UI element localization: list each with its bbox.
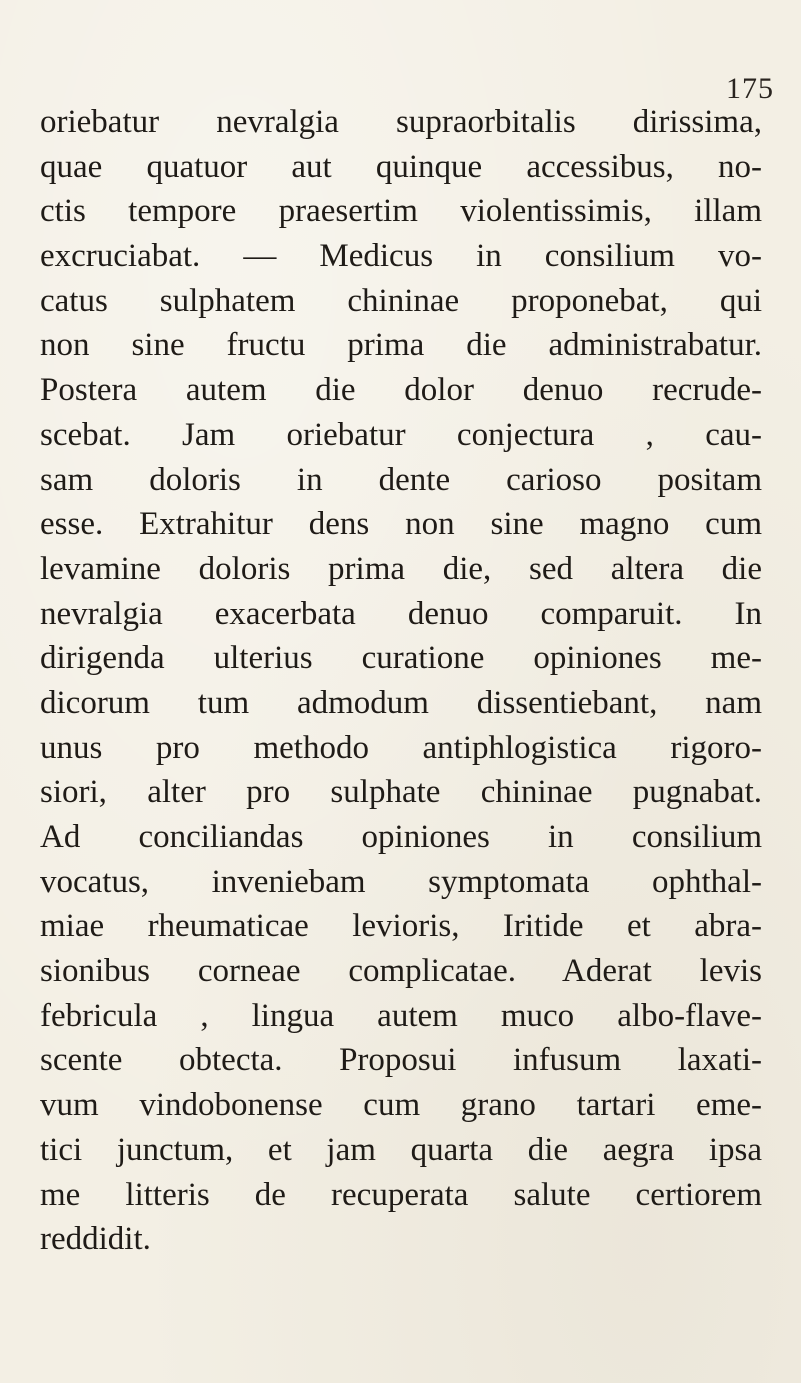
text-line: esse. Extrahitur dens non sine magno cum (40, 506, 762, 543)
text-line: nevralgia exacerbata denuo comparuit. In (40, 595, 762, 632)
text-line: vocatus, inveniebam symptomata ophthal- (40, 863, 762, 900)
text-line: reddidit. (40, 1221, 151, 1258)
text-line: vum vindobonense cum grano tartari eme- (40, 1087, 762, 1124)
text-line: oriebatur nevralgia supraorbitalis dirissima, (40, 104, 762, 140)
text-line: catus sulphatem chininae proponebat, qui (40, 282, 762, 319)
body-text (40, 100, 762, 1262)
text-line: scente obtecta. Proposui infusum laxati- (40, 1042, 762, 1079)
text-line: ctis tempore praesertim violentissimis, illam (40, 193, 762, 230)
text-line: scebat. Jam oriebatur conjectura , cau- (40, 416, 762, 453)
text-line: Postera autem die dolor denuo recrude- (40, 372, 762, 409)
text-line: sionibus corneae complicatae. Aderat levis (40, 953, 762, 990)
page-number: 175 (726, 72, 774, 105)
text-line: levamine doloris prima die, sed altera die (40, 550, 762, 587)
text-line: sam doloris in dente carioso positam (40, 461, 762, 498)
text-line: miae rheumaticae levioris, Iritide et abra- (40, 908, 762, 945)
text-line: tici junctum, et jam quarta die aegra ipsa (40, 1131, 762, 1168)
text-line: me litteris de recuperata salute certiorem (40, 1176, 762, 1213)
text-line: Ad conciliandas opiniones in consilium (40, 819, 762, 855)
text-line: non sine fructu prima die administrabatur. (40, 327, 762, 364)
text-line: dicorum tum admodum dissentiebant, nam (40, 684, 762, 721)
text-line: unus pro methodo antiphlogistica rigoro- (40, 729, 762, 766)
text-line: febricula , lingua autem muco albo-flave- (40, 997, 762, 1034)
text-line: excruciabat. — Medicus in consilium vo- (40, 238, 762, 275)
text-line: dirigenda ulterius curatione opiniones me- (40, 640, 762, 677)
text-line: quae quatuor aut quinque accessibus, no- (40, 148, 762, 185)
text-line: siori, alter pro sulphate chininae pugnabat. (40, 774, 762, 811)
